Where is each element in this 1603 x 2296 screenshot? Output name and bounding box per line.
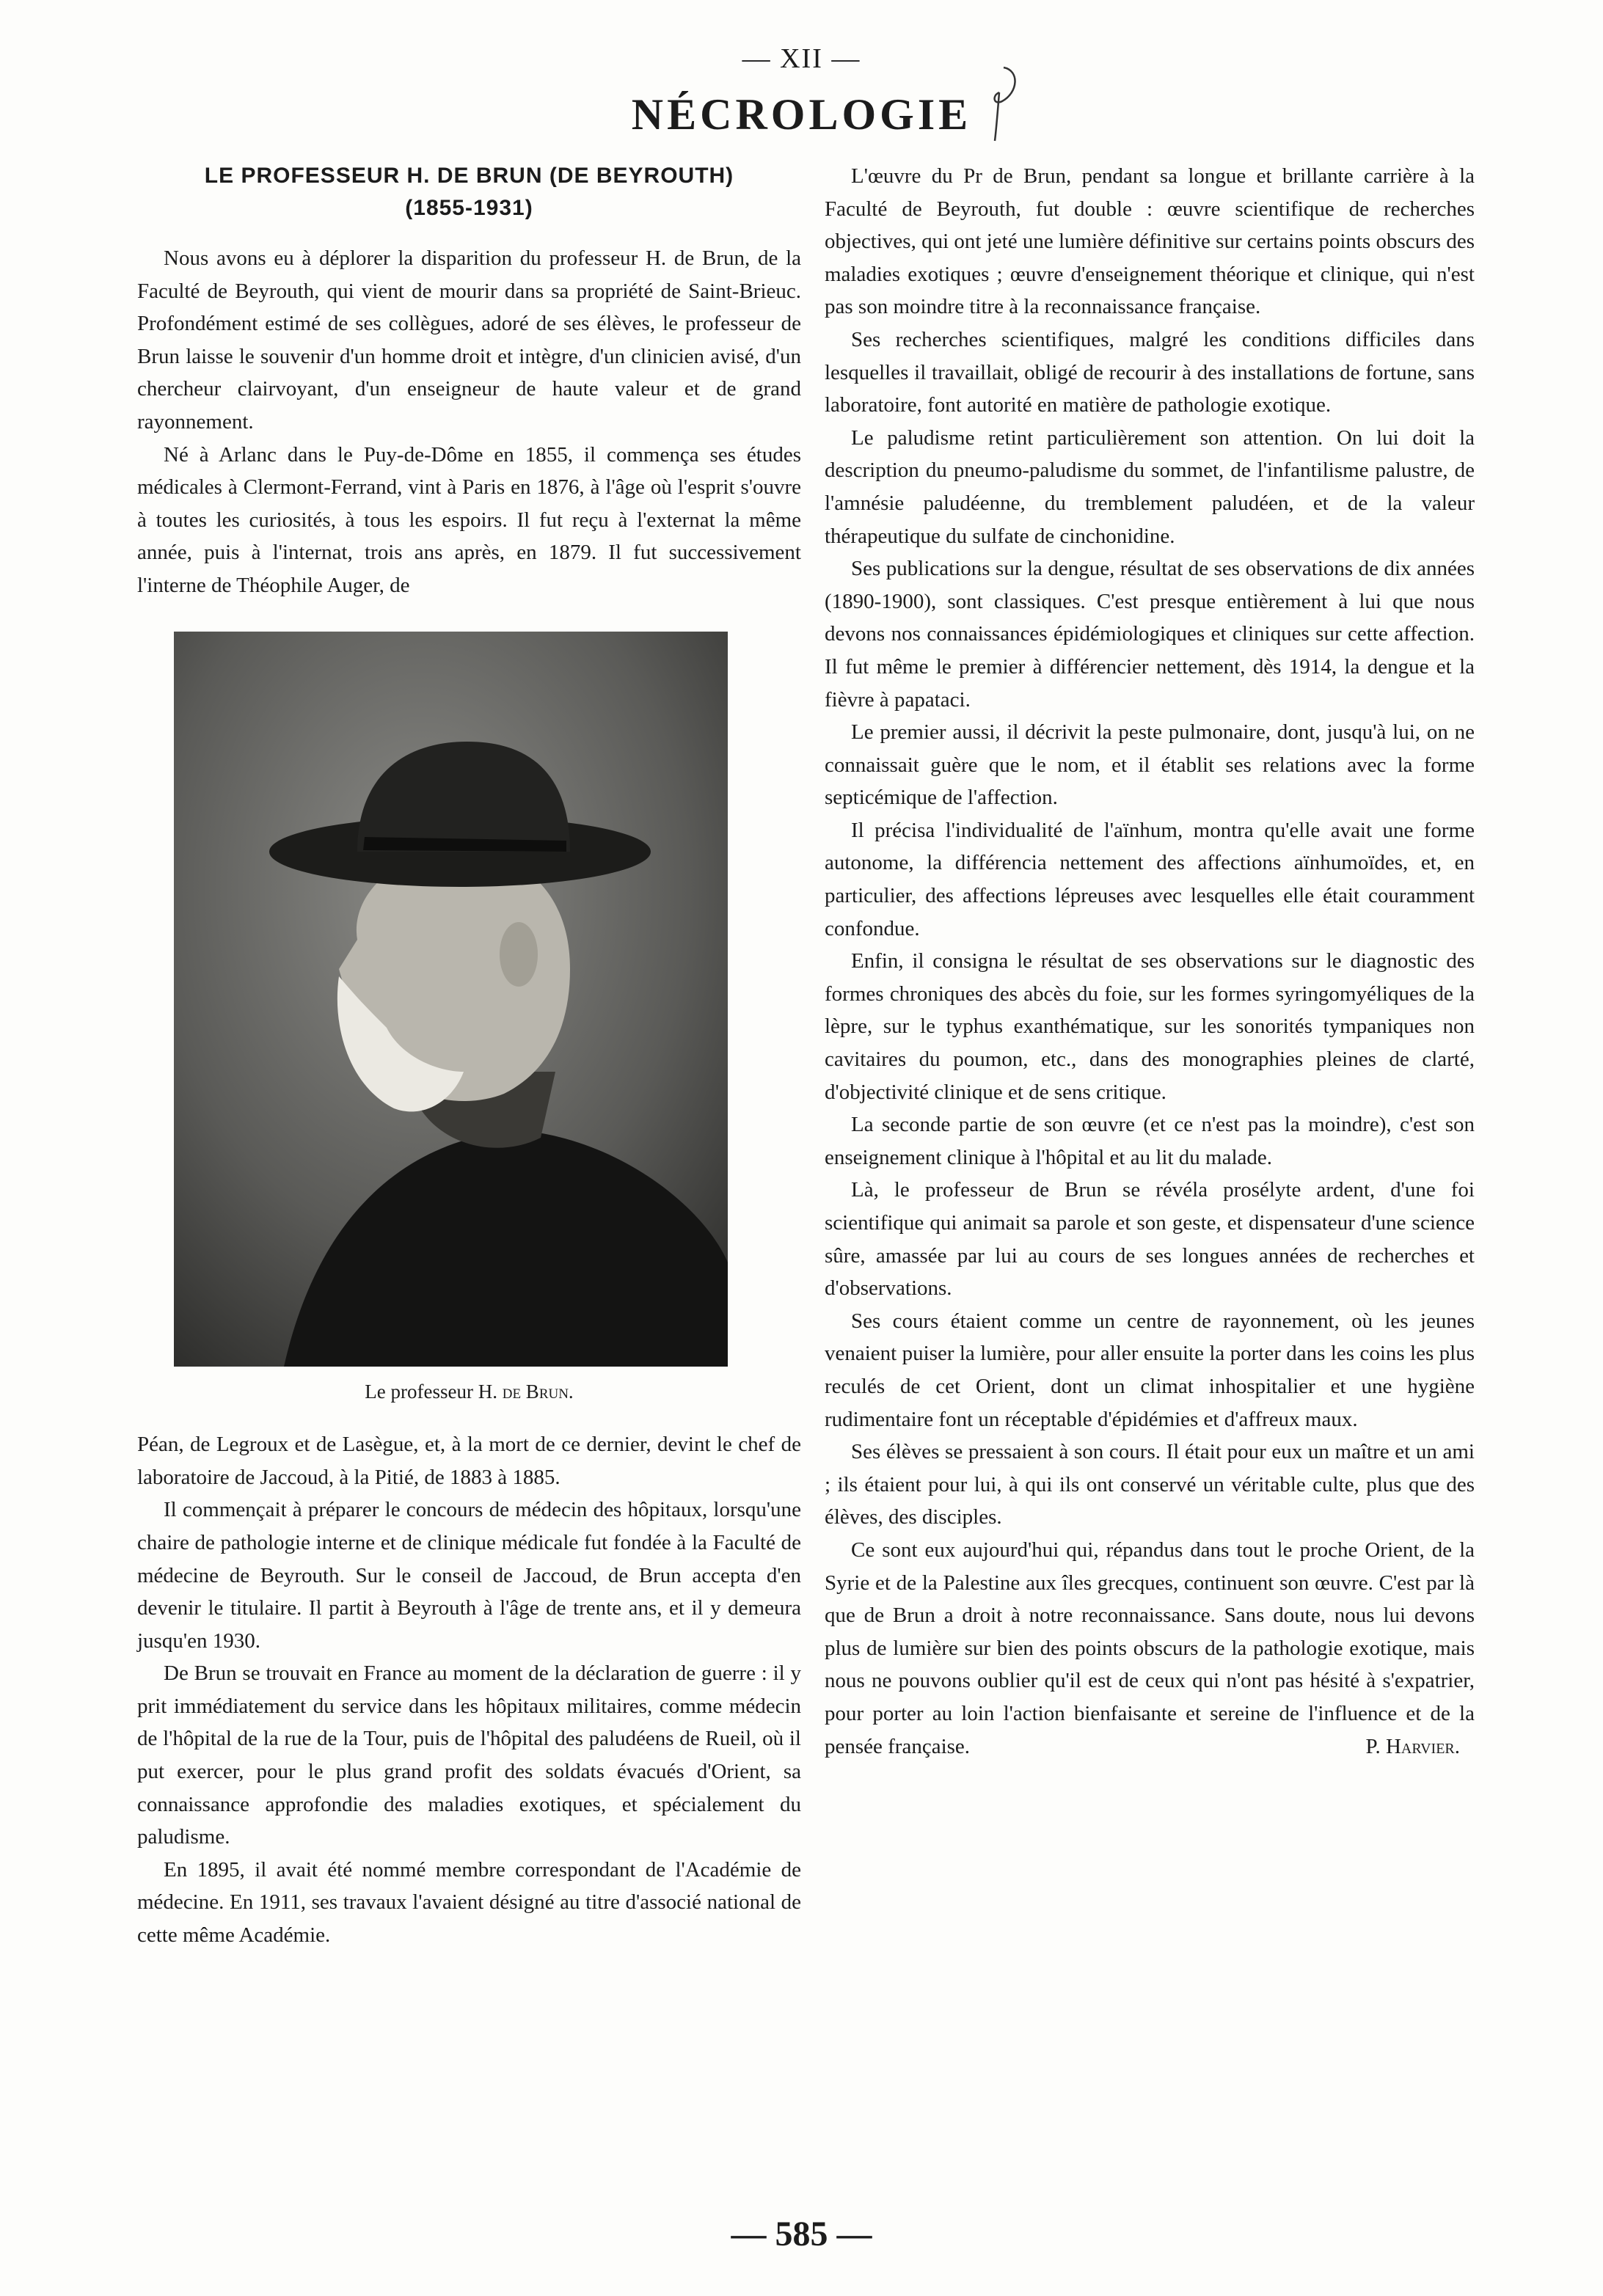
- paragraph: Là, le professeur de Brun se révéla prosélyte ardent, d'une foi scientifique qui animait sa parole et son geste, et dispensateur d'une science sûre, amassée par lui au cours de ses longues années de recherches et d'observations.: [825, 1178, 1475, 1301]
- paragraph: Le paludisme retint particulièrement son attention. On lui doit la description du pneumo-paludisme du sommet, de l'infantilisme palustre, de l'amnésie paludéenne, du tremblement paludéen, et de la valeur thérapeutique du sulfate de cinchonidine.: [825, 425, 1475, 548]
- paragraph-last: [825, 1534, 1475, 1763]
- portrait-photo: [174, 632, 728, 1367]
- caption-name: de Brun.: [502, 1380, 574, 1403]
- left-column: [137, 160, 801, 1952]
- caption-prefix: Le professeur H.: [365, 1380, 503, 1403]
- paragraph: Ses cours étaient comme un centre de rayonnement, où les jeunes venaient puiser la lumière, pour aller ensuite la porter dans les coins les plus reculés de cet Orient, dont un climat inhospitalier et une hygiène rudimentaire font un réceptable d'épidémies et d'affreux maux.: [825, 1309, 1475, 1431]
- paragraph: Ses publications sur la dengue, résultat de ses observations de dix années (1890-1900), sont classiques. C'est presque entièrement à lui que nous devons nos connaissances épidémiologiques et cliniques sur cette affection. Il fut même le premier à différencier nettement, dès 1914, la dengue et la fièvre à papataci.: [825, 557, 1475, 712]
- portrait-caption: [137, 1375, 801, 1408]
- portrait-figure: [137, 632, 801, 1408]
- paragraph-text: Ce sont eux aujourd'hui qui, répandus dans tout le proche Orient, de la Syrie et de la Palestine aux îles grecques, continuent son œuvre. C'est par là que de Brun a droit à notre reconnaissance. Sans doute, nous lui devons plus de lumière sur bien des points obscurs de la pathologie exotique, mais nous ne pouvons oublier qu'il est de ceux qui n'ont pas hésité à s'expatrier, pour porter au loin l'action bienfaisante et sereine de l'influence et de la pensée française.: [825, 1538, 1475, 1758]
- paragraph: Le premier aussi, il décrivit la peste pulmonaire, dont, jusqu'à lui, on ne connaissait guère que le nom, et il établit ses relations avec la forme septicémique de l'affection.: [825, 720, 1475, 810]
- paragraph: Il précisa l'individualité de l'aïnhum, montra qu'elle avait une forme autonome, la différencia nettement des affections aïnhumoïdes, et, en particulier, des affections lépreuses avec lesquelles elle était couramment confondue.: [825, 818, 1475, 940]
- article-years: (1855-1931): [405, 196, 533, 220]
- paragraph: Ses élèves se pressaient à son cours. Il était pour eux un maître et un ami ; ils étaient pour lui, à qui ils ont conservé un véritable culte, plus que des élèves, des disciples.: [825, 1440, 1475, 1529]
- paragraph: Péan, de Legroux et de Lasègue, et, à la mort de ce dernier, devint le chef de laboratoire de Jaccoud, à la Pitié, de 1883 à 1885.: [137, 1433, 801, 1489]
- paragraph: Enfin, il consigna le résultat de ses observations sur le diagnostic des formes chroniques des abcès du foie, sur les formes syringomyéliques de la lèpre, sur le typhus exanthématique, sur les sonorités tympaniques non cavitaires du poumon, etc., dans des monographies pleines de clarté, d'objectivité clinique et de sens critique.: [825, 949, 1475, 1104]
- paragraph: Nous avons eu à déplorer la disparition du professeur H. de Brun, de la Faculté de Beyrouth, qui vient de mourir dans sa propriété de Saint-Brieuc. Profondément estimé de ses collègues, adoré de ses élèves, le professeur de Brun laisse le souvenir d'un homme droit et intègre, d'un clinicien avisé, d'un chercheur clairvoyant, d'un enseigneur de haute valeur et de grand rayonnement.: [137, 246, 801, 434]
- paragraph: Ses recherches scientifiques, malgré les conditions difficiles dans lesquelles il travaillait, obligé de recourir à des installations de fortune, sans laboratoire, font autorité en matière de pathologie exotique.: [825, 327, 1475, 417]
- section-title: NÉCROLOGIE: [631, 90, 972, 139]
- signature-text: P. Harvier.: [1365, 1734, 1460, 1758]
- paragraph: La seconde partie de son œuvre (et ce n'est pas la moindre), c'est son enseignement clinique à l'hôpital et au lit du malade.: [825, 1113, 1475, 1169]
- paragraph: Il commençait à préparer le concours de médecin des hôpitaux, lorsqu'une chaire de pathologie interne et de clinique médicale fut fondée à la Faculté de médecine de Beyrouth. Sur le conseil de Jaccoud, de Brun accepta d'en devenir le titulaire. Il partit à Beyrouth à l'âge de trente ans, et il y demeura jusqu'en 1930.: [137, 1498, 801, 1653]
- page-header-roman: — XII —: [742, 43, 861, 74]
- paragraph: En 1895, il avait été nommé membre correspondant de l'Académie de médecine. En 1911, ses travaux l'avaient désigné au titre d'associé national de cette même Académie.: [137, 1857, 801, 1948]
- article-title: LE PROFESSEUR H. DE BRUN (DE BEYROUTH): [204, 164, 734, 188]
- paragraph: L'œuvre du Pr de Brun, pendant sa longue et brillante carrière à la Faculté de Beyrouth, fut double : œuvre scientifique de recherches objectives, qui ont jeté une lumière définitive sur certains points obscurs des maladies exotiques ; œuvre d'enseignement théorique et clinique, qui n'est pas son moindre titre à la reconnaissance française.: [825, 164, 1475, 319]
- page-number: — 585 —: [731, 2215, 872, 2253]
- right-column: [825, 160, 1475, 1763]
- author-signature: [1340, 1730, 1460, 1763]
- handwritten-mark: [982, 63, 1026, 144]
- paragraph: De Brun se trouvait en France au moment de la déclaration de guerre : il y prit immédiatement du service dans les hôpitaux militaires, comme médecin de l'hôpital de la rue de la Tour, puis de l'hôpital des paludéens de Rueil, où il put exercer, pour le plus grand profit des soldats évacués d'Orient, sa connaissance approfondie des maladies exotiques, et spécialement du paludisme.: [137, 1661, 801, 1849]
- paragraph: Né à Arlanc dans le Puy-de-Dôme en 1855, il commença ses études médicales à Clermont-Ferrand, vint à Paris en 1876, à l'âge où l'esprit s'ouvre à toutes les curiosités, à tous les espoirs. Il fut reçu à l'externat la même année, puis à l'internat, trois ans après, en 1879. Il fut successivement l'interne de Théophile Auger, de: [137, 442, 801, 597]
